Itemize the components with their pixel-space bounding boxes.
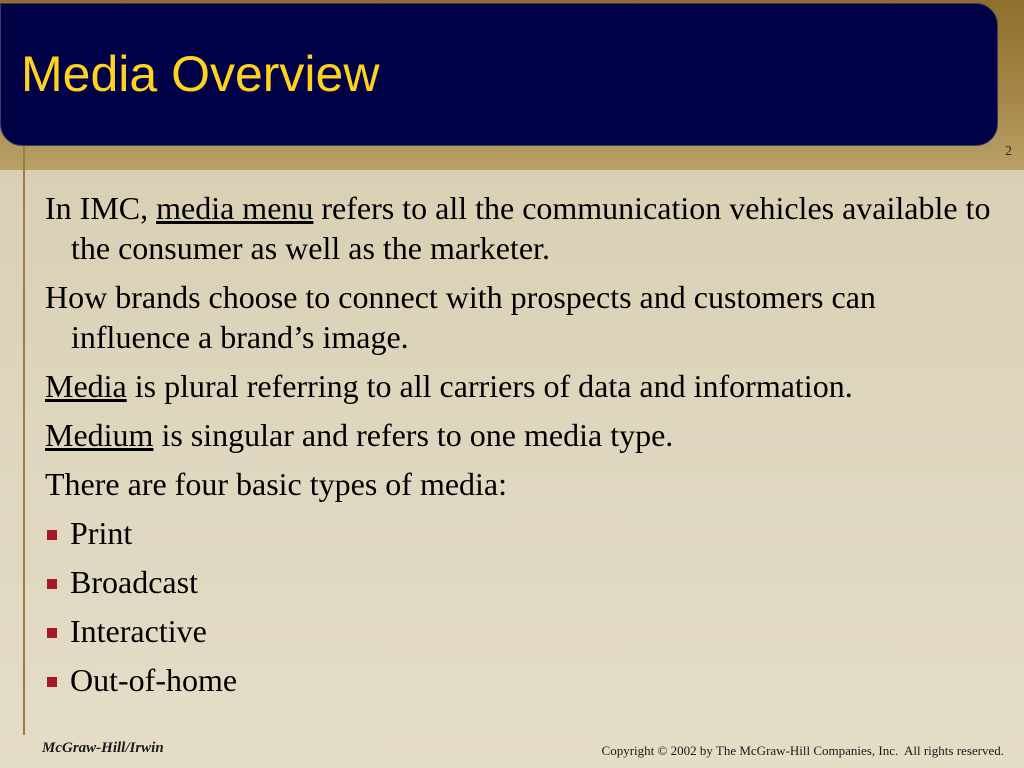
slide-content xyxy=(45,188,995,709)
term-media-menu: media menu xyxy=(156,190,314,226)
square-bullet-icon xyxy=(47,677,57,687)
paragraph-brands-connect xyxy=(45,277,995,357)
paragraph-text: is singular and refers to one media type. xyxy=(153,417,674,453)
paragraph-prefix: In IMC, xyxy=(45,190,157,226)
page-number: 2 xyxy=(1005,144,1012,159)
paragraph-text: is plural referring to all carriers of data and information. xyxy=(126,368,853,404)
paragraph-text: refers to all the communication vehicles available to the consumer as well as the marketer. xyxy=(71,190,991,266)
slide-title: Media Overview xyxy=(21,46,380,102)
list-item-broadcast xyxy=(45,562,995,602)
footer-publisher: McGraw-Hill/Irwin xyxy=(42,740,164,756)
media-types-list xyxy=(45,513,995,700)
paragraph-media-plural xyxy=(45,366,995,406)
list-item-out-of-home xyxy=(45,660,995,700)
list-item-label: Print xyxy=(70,515,133,551)
term-media: Media xyxy=(45,368,127,404)
term-medium: Medium xyxy=(45,417,154,453)
list-item-label: Interactive xyxy=(70,613,207,649)
list-item-label: Broadcast xyxy=(70,564,198,600)
square-bullet-icon xyxy=(47,530,57,540)
list-item-interactive xyxy=(45,611,995,651)
square-bullet-icon xyxy=(47,579,57,589)
paragraph-text: There are four basic types of media: xyxy=(45,466,508,502)
square-bullet-icon xyxy=(47,628,57,638)
footer-copyright: Copyright © 2002 by The McGraw-Hill Companies, Inc. All rights reserved. xyxy=(601,743,1004,758)
list-item-print xyxy=(45,513,995,553)
paragraph-text: How brands choose to connect with prospects and customers can influence a brand’s image. xyxy=(45,279,876,355)
paragraph-four-types xyxy=(45,464,995,504)
list-item-label: Out-of-home xyxy=(70,662,238,698)
paragraph-imc-media-menu xyxy=(45,188,995,268)
left-vertical-rule xyxy=(23,145,25,735)
title-bar xyxy=(0,3,998,146)
paragraph-medium-singular xyxy=(45,415,995,455)
